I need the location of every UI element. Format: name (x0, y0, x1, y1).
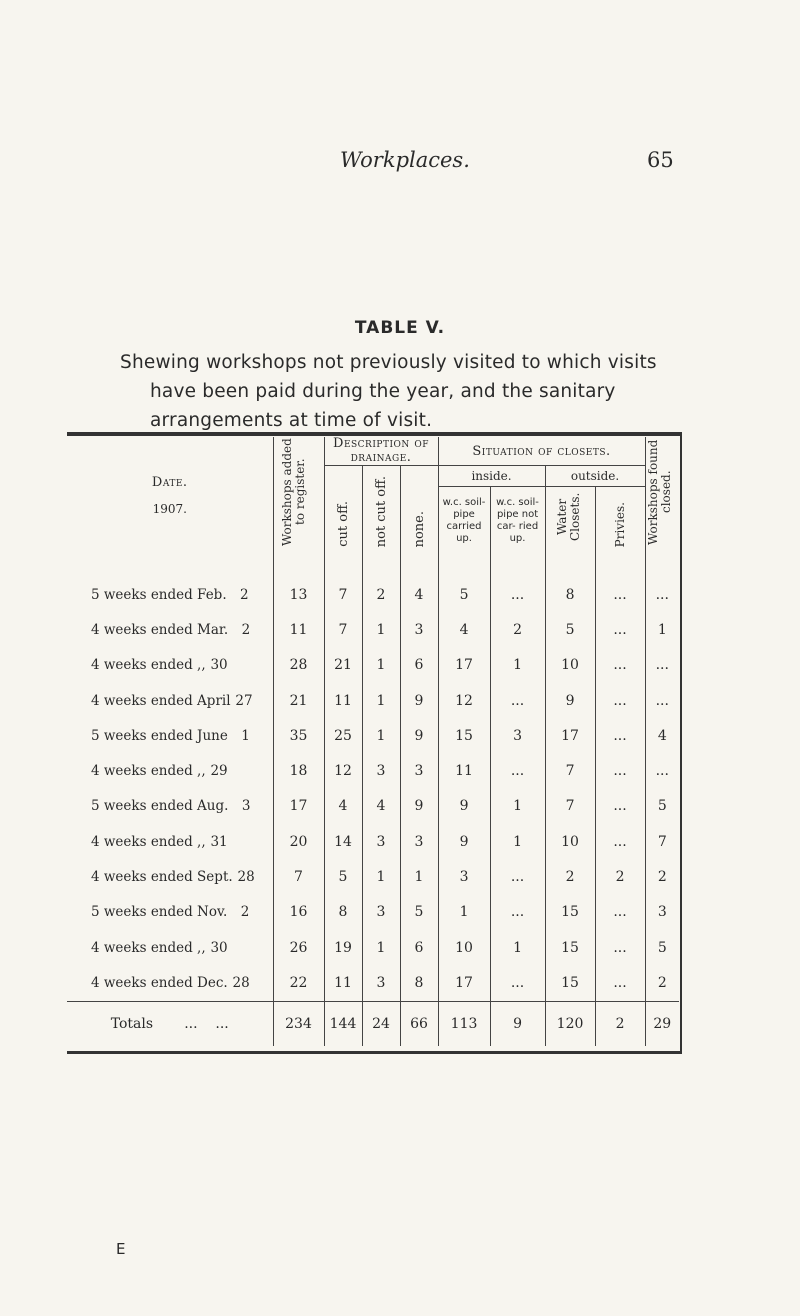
cell-water-closets: 15 (545, 965, 595, 1001)
row-date-day: 27 (235, 692, 253, 709)
cell-wc-not-carried: 1 (490, 648, 545, 683)
totals-wc-carried: 113 (438, 1001, 490, 1046)
cell-none: 8 (400, 965, 438, 1001)
row-date-day: 31 (210, 833, 228, 850)
row-date (67, 612, 273, 647)
totals-none: 66 (400, 1001, 438, 1046)
closed-header: Workshops found closed. (646, 439, 674, 545)
cell-wc-not-carried: 3 (490, 718, 545, 753)
cell-wc-not-carried: 1 (490, 789, 545, 824)
row-date-day: 1 (241, 727, 250, 744)
totals-closed: 29 (645, 1001, 679, 1046)
cell-privies: ... (595, 648, 645, 683)
cell-added: 17 (273, 789, 324, 824)
cell-none: 9 (400, 683, 438, 718)
table-row (67, 965, 679, 1001)
cell-privies: ... (595, 824, 645, 859)
table-row (67, 930, 679, 965)
table-row (67, 895, 679, 930)
cell-added: 35 (273, 718, 324, 753)
row-date-day: 30 (210, 657, 228, 674)
cell-none: 5 (400, 895, 438, 930)
cell-cut-off: 7 (324, 577, 362, 612)
workshops-table (67, 437, 679, 1046)
cell-closed: 2 (657, 869, 667, 886)
cell-none: 1 (400, 859, 438, 894)
cell-not-cut-off: 4 (362, 789, 400, 824)
cell-water-closets: 7 (545, 753, 595, 788)
cell-wc-not-carried: ... (490, 577, 545, 612)
cell-cut-off: 8 (324, 895, 362, 930)
privies-header-cell (595, 487, 645, 556)
cell-privies: ... (595, 577, 645, 612)
page-header (0, 148, 800, 178)
row-date-prefix: 4 weeks ended Dec. (91, 974, 228, 991)
cell-water-closets: 17 (545, 718, 595, 753)
table-row (67, 683, 679, 718)
cell-closed: ... (655, 763, 669, 780)
cell-not-cut-off: 2 (362, 577, 400, 612)
row-date-day: 2 (241, 621, 251, 638)
wc-carried-header: w.c. soil-pipe carried up. (438, 487, 490, 556)
wc-not-carried-header: w.c. soil-pipe not car- ried up. (490, 487, 545, 556)
row-date (67, 577, 273, 612)
row-date-prefix: 4 weeks ended Sept. (91, 869, 233, 886)
row-date (67, 789, 273, 824)
cell-wc-carried: 10 (438, 930, 490, 965)
cell-wc-carried: 17 (438, 648, 490, 683)
cell-privies: ... (595, 789, 645, 824)
cell-added: 28 (273, 648, 324, 683)
cell-cut-off: 5 (324, 859, 362, 894)
table-row (67, 859, 679, 894)
page-number: 65 (647, 148, 674, 172)
totals-cut-off: 144 (324, 1001, 362, 1046)
cell-not-cut-off: 1 (362, 859, 400, 894)
cell-not-cut-off: 3 (362, 965, 400, 1001)
added-header-cell (273, 437, 324, 555)
row-date (67, 753, 273, 788)
row-date-prefix: 4 weeks ended ,, (91, 833, 206, 850)
cell-wc-carried: 11 (438, 753, 490, 788)
table-row (67, 789, 679, 824)
none-header-cell (400, 466, 438, 556)
cell-none: 9 (400, 718, 438, 753)
cell-cut-off: 25 (324, 718, 362, 753)
cell-water-closets: 8 (545, 577, 595, 612)
totals-wc-not-carried: 9 (490, 1001, 545, 1046)
table-title: TABLE V. (354, 318, 446, 338)
cell-privies: ... (595, 718, 645, 753)
cell-not-cut-off: 1 (362, 718, 400, 753)
cell-wc-not-carried: ... (490, 895, 545, 930)
table-bottom-rule (67, 1051, 682, 1054)
drainage-group-header: Description of drainage. (324, 437, 438, 466)
cell-not-cut-off: 3 (362, 753, 400, 788)
totals-row (67, 1001, 679, 1046)
totals-added: 234 (273, 1001, 324, 1046)
cell-closed: ... (655, 692, 669, 709)
inside-header: inside. (438, 466, 545, 487)
cell-privies: ... (595, 965, 645, 1001)
situation-group-header: Situation of closets. (438, 437, 645, 466)
cell-wc-carried: 9 (438, 824, 490, 859)
cell-closed: ... (655, 657, 669, 674)
row-date-prefix: 4 weeks ended April (91, 692, 231, 709)
date-header: Date. (151, 475, 188, 490)
row-date-prefix: 4 weeks ended ,, (91, 939, 206, 956)
row-date-prefix: 5 weeks ended Nov. (91, 904, 228, 921)
cut-off-header: cut off. (335, 501, 351, 547)
row-date-day: 2 (240, 586, 249, 603)
row-date (67, 648, 273, 683)
cell-wc-not-carried: ... (490, 753, 545, 788)
row-date-day: 28 (232, 974, 250, 991)
not-cut-off-header: not cut off. (373, 475, 389, 547)
signature-mark: E (116, 1240, 126, 1258)
cell-water-closets: 15 (545, 895, 595, 930)
cell-added: 11 (273, 612, 324, 647)
privies-header: Privies. (612, 501, 627, 547)
cell-added: 20 (273, 824, 324, 859)
cell-none: 6 (400, 930, 438, 965)
cell-wc-carried: 4 (438, 612, 490, 647)
cell-wc-not-carried: ... (490, 683, 545, 718)
cell-none: 3 (400, 612, 438, 647)
totals-not-cut-off: 24 (362, 1001, 400, 1046)
cell-not-cut-off: 1 (362, 930, 400, 965)
none-header: none. (411, 510, 427, 547)
cell-cut-off: 19 (324, 930, 362, 965)
cell-added: 22 (273, 965, 324, 1001)
row-date-prefix: 5 weeks ended Aug. (91, 798, 229, 815)
totals-dots: ... (184, 1015, 198, 1032)
cell-closed: 5 (657, 798, 667, 815)
cell-closed: 7 (657, 833, 667, 850)
cell-wc-carried: 5 (438, 577, 490, 612)
totals-label: Totals (110, 1015, 154, 1032)
not-cut-off-header-cell (362, 466, 400, 556)
table-right-rule (680, 432, 682, 1054)
cell-wc-carried: 1 (438, 895, 490, 930)
cell-wc-not-carried: ... (490, 859, 545, 894)
table-row (67, 648, 679, 683)
cell-cut-off: 11 (324, 683, 362, 718)
row-date (67, 718, 273, 753)
table-row (67, 718, 679, 753)
cell-none: 9 (400, 789, 438, 824)
cell-wc-not-carried: 1 (490, 930, 545, 965)
row-date-day: 29 (210, 763, 228, 780)
cell-water-closets: 15 (545, 930, 595, 965)
cell-cut-off: 7 (324, 612, 362, 647)
cell-none: 3 (400, 824, 438, 859)
cell-cut-off: 11 (324, 965, 362, 1001)
cell-added: 21 (273, 683, 324, 718)
cell-wc-carried: 15 (438, 718, 490, 753)
cell-added: 16 (273, 895, 324, 930)
cell-not-cut-off: 3 (362, 824, 400, 859)
row-date-prefix: 4 weeks ended ,, (91, 657, 206, 674)
table-row (67, 753, 679, 788)
table-row (67, 824, 679, 859)
running-title: Workplaces. (340, 148, 470, 172)
cell-added: 7 (273, 859, 324, 894)
added-header: Workshops added to register. (279, 438, 307, 546)
totals-label-cell (67, 1001, 273, 1046)
cell-cut-off: 14 (324, 824, 362, 859)
row-date-prefix: 5 weeks ended June (91, 727, 228, 744)
row-date (67, 859, 273, 894)
cell-added: 13 (273, 577, 324, 612)
cell-privies: ... (595, 612, 645, 647)
row-date (67, 683, 273, 718)
cell-not-cut-off: 1 (362, 648, 400, 683)
cell-closed: ... (655, 586, 669, 603)
cell-wc-not-carried: ... (490, 965, 545, 1001)
table-subtitle (120, 348, 680, 435)
cell-wc-not-carried: 1 (490, 824, 545, 859)
subtitle-line: arrangements at time of visit. (150, 410, 433, 431)
cell-cut-off: 21 (324, 648, 362, 683)
totals-water-closets: 120 (545, 1001, 595, 1046)
cell-cut-off: 12 (324, 753, 362, 788)
water-closets-header: Water Closets. (555, 492, 583, 542)
cell-privies: ... (595, 930, 645, 965)
cell-privies: ... (595, 895, 645, 930)
cell-cut-off: 4 (324, 789, 362, 824)
subtitle-line: have been paid during the year, and the sanitary (150, 381, 616, 402)
year-header: 1907. (152, 502, 187, 516)
cell-wc-not-carried: 2 (490, 612, 545, 647)
row-date (67, 930, 273, 965)
totals-privies: 2 (595, 1001, 645, 1046)
cell-water-closets: 9 (545, 683, 595, 718)
cell-wc-carried: 12 (438, 683, 490, 718)
table-row (67, 577, 679, 612)
row-date-prefix: 5 weeks ended Feb. (91, 586, 227, 603)
cell-water-closets: 2 (545, 859, 595, 894)
cell-water-closets: 5 (545, 612, 595, 647)
water-closets-header-cell (545, 487, 595, 556)
row-date (67, 824, 273, 859)
row-date-day: 30 (210, 939, 228, 956)
closed-header-cell (645, 437, 679, 555)
row-date-prefix: 4 weeks ended ,, (91, 763, 206, 780)
cell-closed: 3 (657, 904, 667, 921)
cell-closed: 1 (657, 621, 667, 638)
cell-privies: ... (595, 683, 645, 718)
cell-wc-carried: 9 (438, 789, 490, 824)
totals-dots: ... (215, 1015, 229, 1032)
subtitle-line: Shewing workshops not previously visited to which visits (120, 352, 657, 373)
row-date (67, 895, 273, 930)
cell-wc-carried: 3 (438, 859, 490, 894)
cell-none: 6 (400, 648, 438, 683)
row-date-day: 2 (240, 904, 250, 921)
cell-water-closets: 10 (545, 824, 595, 859)
row-date-prefix: 4 weeks ended Mar. (91, 621, 229, 638)
cell-added: 18 (273, 753, 324, 788)
cell-none: 4 (400, 577, 438, 612)
cell-privies: 2 (595, 859, 645, 894)
cell-closed: 4 (657, 727, 667, 744)
cell-privies: ... (595, 753, 645, 788)
cell-not-cut-off: 1 (362, 683, 400, 718)
cell-added: 26 (273, 930, 324, 965)
cell-closed: 2 (657, 974, 667, 991)
cell-wc-carried: 17 (438, 965, 490, 1001)
cell-water-closets: 10 (545, 648, 595, 683)
outside-header: outside. (545, 466, 645, 487)
cell-none: 3 (400, 753, 438, 788)
cell-not-cut-off: 3 (362, 895, 400, 930)
table-body (67, 577, 679, 1001)
table-row (67, 612, 679, 647)
date-column-header (67, 437, 273, 555)
row-date-day: 28 (237, 869, 255, 886)
cell-not-cut-off: 1 (362, 612, 400, 647)
cut-off-header-cell (324, 466, 362, 556)
cell-water-closets: 7 (545, 789, 595, 824)
cell-closed: 5 (657, 939, 667, 956)
row-date-day: 3 (241, 798, 251, 815)
row-date (67, 965, 273, 1001)
